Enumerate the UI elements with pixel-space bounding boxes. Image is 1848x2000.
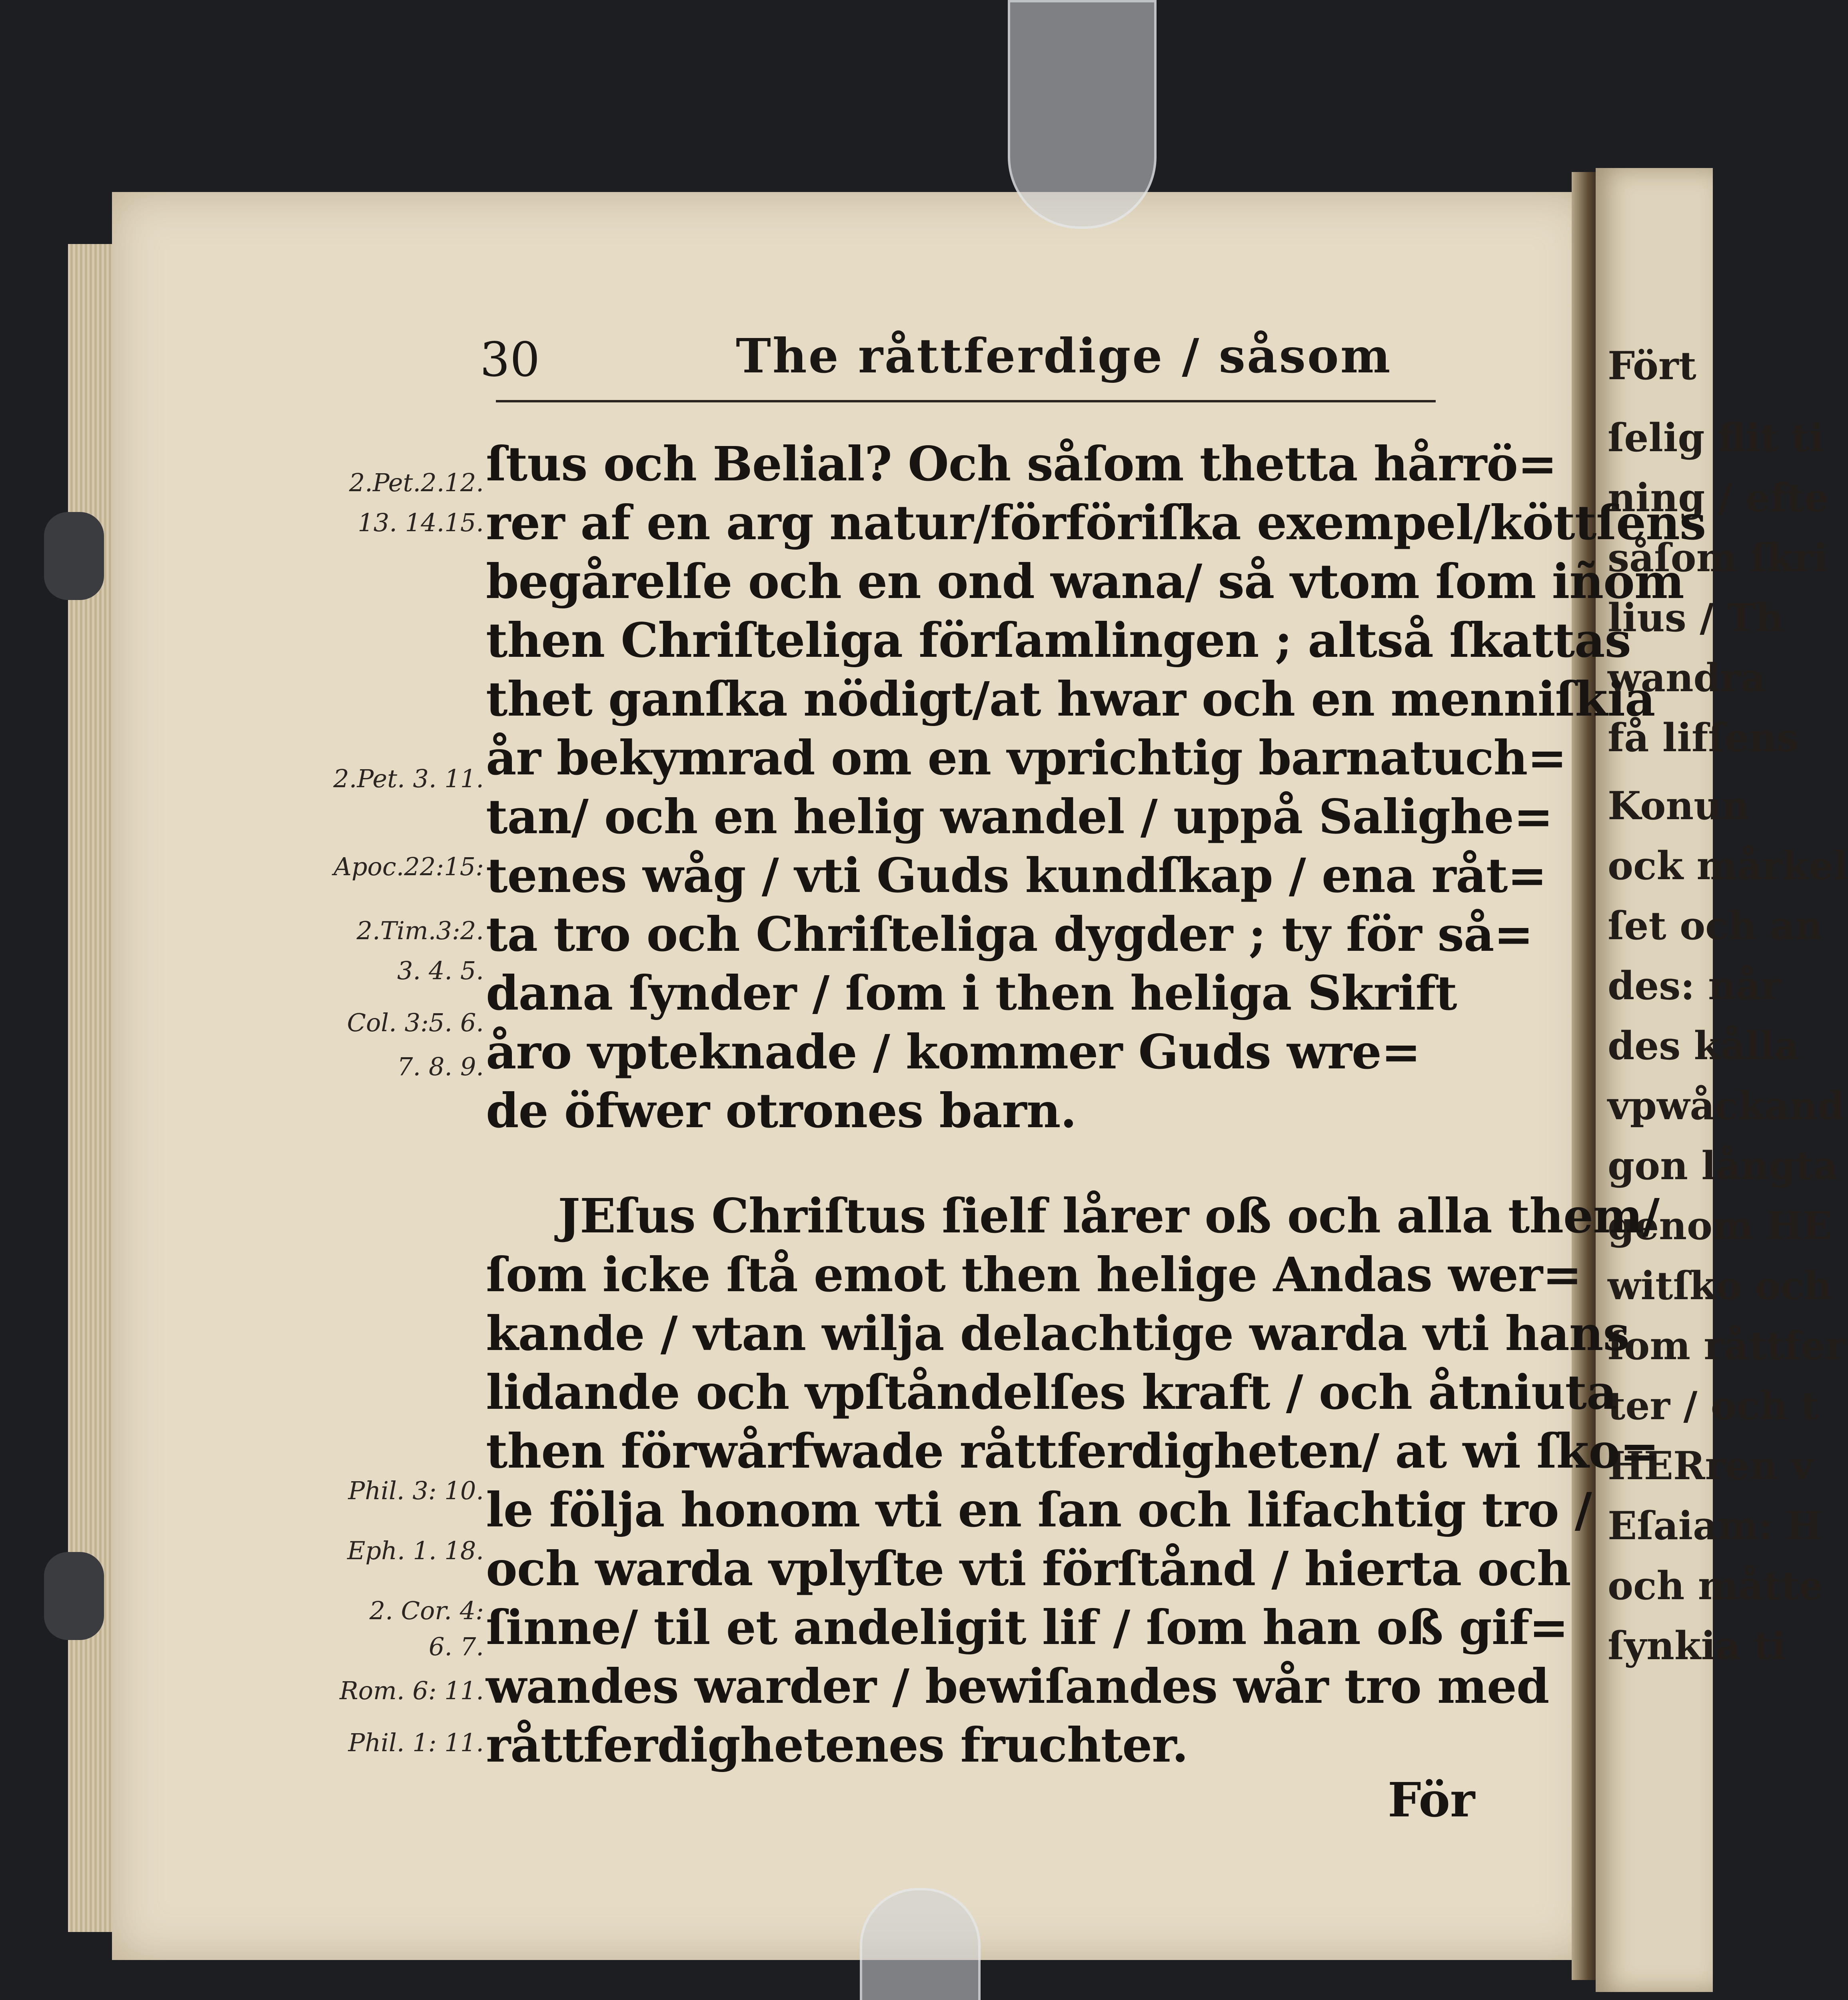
text-line: lidande och vpſtåndelſes kraft / och åtniuta bbox=[486, 1364, 1617, 1420]
facing-line: genom HE bbox=[1608, 1203, 1832, 1248]
facing-line: HERren v bbox=[1608, 1443, 1814, 1488]
text-line: thet ganſka nödigt/at hwar och en menniſkia bbox=[486, 671, 1655, 727]
facing-line: wandra bbox=[1608, 655, 1766, 700]
facing-line: vpwåckand bbox=[1608, 1083, 1844, 1128]
text-line: le följa honom vti en ſan och lifachtig tro / bbox=[486, 1482, 1592, 1538]
header-rule bbox=[496, 400, 1436, 402]
page-number: 30 bbox=[480, 332, 540, 387]
margin-note: Phil. 1: 11. bbox=[348, 1728, 484, 1757]
text-line: åro vpteknade / kommer Guds wre= bbox=[486, 1024, 1420, 1080]
margin-note: 2.Tim.3:2. bbox=[356, 916, 484, 945]
margin-note: Col. 3:5. 6. bbox=[347, 1008, 484, 1037]
text-line: ſom icke ſtå emot then helige Andas wer= bbox=[486, 1247, 1582, 1302]
text-line: wandes warder / bewiſandes wår tro med bbox=[486, 1658, 1549, 1714]
margin-note: Eph. 1. 18. bbox=[347, 1536, 484, 1565]
facing-line: ning / efte bbox=[1608, 475, 1829, 520]
text-line: tenes wåg / vti Guds kundſkap / ena råt= bbox=[486, 848, 1547, 903]
facing-line: och måtte bbox=[1608, 1563, 1824, 1608]
catchword: För bbox=[1388, 1772, 1475, 1828]
running-head: The råttferdige / såsom bbox=[736, 328, 1392, 384]
text-line: de öfwer otrones barn. bbox=[486, 1083, 1077, 1138]
page-clip-tab-upper bbox=[44, 512, 104, 600]
margin-note: 2. Cor. 4: bbox=[369, 1596, 484, 1625]
margin-references bbox=[296, 452, 484, 1812]
text-line: och warda vplyſte vti förſtånd / hierta och bbox=[486, 1541, 1571, 1596]
text-line: år bekymrad om en vprichtig barnatuch= bbox=[486, 730, 1567, 786]
facing-line: ſet och an bbox=[1608, 903, 1823, 948]
facing-line: witſko och bbox=[1608, 1263, 1832, 1308]
text-line: ta tro och Chriſteliga dygder ; ty för så= bbox=[486, 906, 1533, 962]
text-line: dana ſynder / ſom i then heliga Skrift bbox=[486, 965, 1457, 1021]
margin-note: 6. 7. bbox=[428, 1632, 484, 1661]
book-clip-bottom bbox=[860, 1888, 981, 2000]
margin-note: Rom. 6: 11. bbox=[340, 1676, 484, 1705]
facing-line: des: når bbox=[1608, 963, 1781, 1008]
facing-line: få lifſens bbox=[1608, 715, 1799, 760]
text-line: then Chriſteliga förſamlingen ; altså ſkattas bbox=[486, 612, 1631, 668]
text-line: kande / vtan wilja delachtige warda vti hans bbox=[486, 1306, 1629, 1361]
book-fore-edge bbox=[68, 244, 116, 1932]
page-clip-tab-lower bbox=[44, 1552, 104, 1640]
margin-note: 3. 4. 5. bbox=[397, 956, 484, 985]
facing-line: ſelig flit ti bbox=[1608, 415, 1824, 460]
margin-note: Apoc.22:15: bbox=[334, 852, 484, 881]
margin-note: 2.Pet.2.12. bbox=[349, 468, 484, 497]
facing-line: Eſaiam: H bbox=[1608, 1503, 1822, 1548]
facing-line: ock mårkel bbox=[1608, 843, 1848, 888]
text-line: råttferdighetenes fruchter. bbox=[486, 1717, 1188, 1773]
facing-line: Konun bbox=[1608, 783, 1750, 828]
text-line: then förwårfwade råttferdigheten/ at wi ſko= bbox=[486, 1423, 1659, 1479]
text-line: begårelſe och en ond wana/ så vtom ſom iñom bbox=[486, 554, 1684, 609]
text-line: JEſus Chriſtus ſielf lårer oß och alla them/ bbox=[558, 1188, 1660, 1244]
page-header bbox=[472, 324, 1440, 388]
facing-line: ter / och t bbox=[1608, 1383, 1819, 1428]
facing-line: gon långta bbox=[1608, 1143, 1838, 1188]
facing-line: des kålla bbox=[1608, 1023, 1800, 1068]
text-line: ſtus och Belial? Och såſom thetta hårrö= bbox=[486, 436, 1557, 492]
book-clip-top bbox=[1008, 0, 1157, 229]
text-line: ſinne/ til et andeligit lif / ſom han oß gif= bbox=[486, 1600, 1568, 1655]
right-page-fragment bbox=[1596, 168, 1848, 1992]
margin-note: 13. 14.15. bbox=[358, 508, 484, 537]
text-line: tan/ och en helig wandel / uppå Salighe= bbox=[486, 789, 1553, 844]
margin-note: 2.Pet. 3. 11. bbox=[333, 764, 484, 793]
margin-note: Phil. 3: 10. bbox=[348, 1476, 484, 1505]
facing-line: ſom råttfer bbox=[1608, 1323, 1846, 1368]
text-line: rer af en arg natur/förföriſka exempel/köttſens bbox=[486, 495, 1706, 550]
facing-line: ſynkia ti bbox=[1608, 1623, 1786, 1668]
margin-note: 7. 8. 9. bbox=[397, 1052, 484, 1081]
facing-line: såſom ſkri bbox=[1608, 535, 1828, 580]
facing-line: Fört bbox=[1608, 343, 1696, 388]
facing-line: lius / Th bbox=[1608, 595, 1784, 640]
